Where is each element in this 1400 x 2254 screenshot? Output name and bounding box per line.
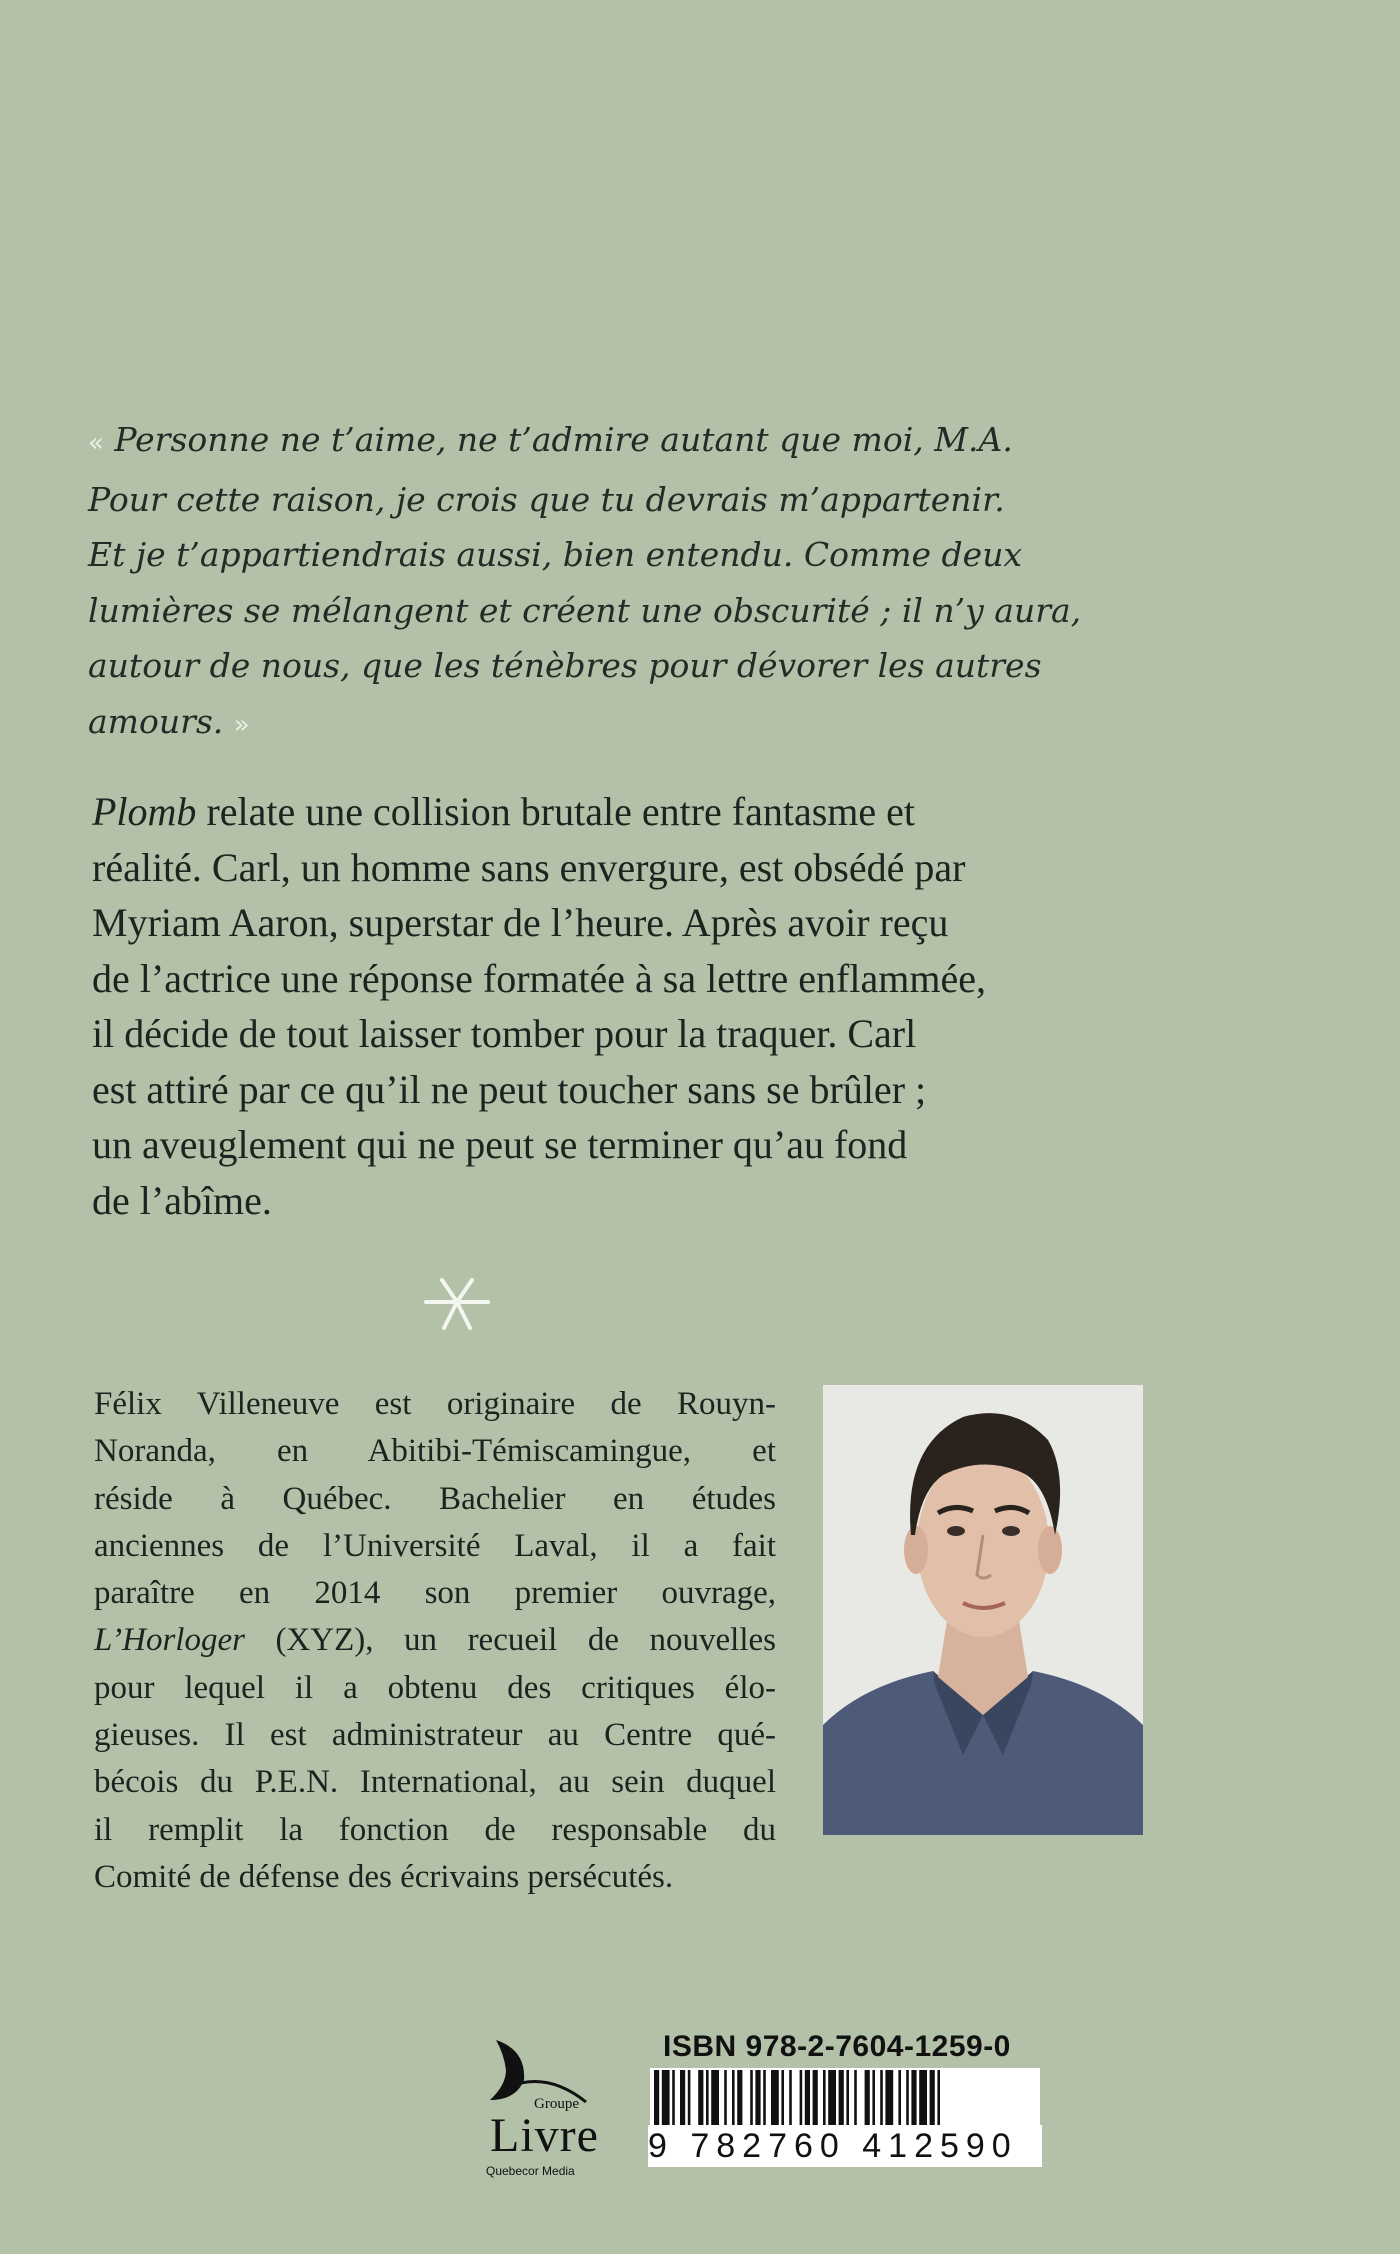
barcode-bar: [724, 2070, 727, 2126]
isbn-label: ISBN 978-2-7604-1259-0: [663, 2030, 1011, 2063]
barcode-bar: [781, 2070, 784, 2126]
summary-line: est attiré par ce qu’il ne peut toucher sans se brûler ;: [92, 1066, 927, 1112]
barcode-bar: [828, 2070, 836, 2126]
open-quote-mark: «: [88, 428, 104, 458]
barcode-bar: [930, 2070, 935, 2126]
quote-line: autour de nous, que les ténèbres pour dévorer les autres: [88, 646, 1042, 685]
barcode-bar: [750, 2070, 753, 2126]
barcode-bar: [823, 2070, 826, 2126]
quote-line: Personne ne t’aime, ne t’admire autant que moi, M.A.: [114, 420, 1013, 459]
bio-line: Noranda, en Abitibi-Témiscamingue, et: [94, 1433, 776, 1470]
barcode-bar: [865, 2070, 870, 2126]
publisher-livre-text: Livre: [490, 2109, 599, 2162]
bio-line: réside à Québec. Bachelier en études: [94, 1480, 776, 1517]
bio-line: Félix Villeneuve est originaire de Rouyn-: [94, 1386, 776, 1422]
barcode-bar: [680, 2070, 685, 2126]
book-title: Plomb: [92, 789, 197, 834]
barcode-bar: [885, 2070, 893, 2126]
publisher-logo: [466, 2030, 616, 2180]
summary-line: Myriam Aaron, superstar de l’heure. Après avoir reçu: [92, 900, 949, 945]
summary-line: de l’actrice une réponse formatée à sa lettre enflammée,: [92, 955, 986, 1001]
barcode-bar: [789, 2070, 792, 2126]
barcode-bar: [872, 2070, 875, 2126]
bio-line: anciennes de l’Université Laval, il a fait: [94, 1527, 776, 1564]
quote-line: lumières se mélangent et créent une obscurité ; il n’y aura,: [88, 590, 1082, 630]
barcode-bar: [911, 2070, 916, 2126]
barcode-bar: [711, 2070, 719, 2126]
barcode-bar: [880, 2070, 883, 2126]
summary-line: réalité. Carl, un homme sans envergure, est obsédé par: [92, 844, 966, 890]
bio-line: bécois du P.E.N. International, au sein duquel: [94, 1764, 776, 1801]
back-cover-quote: [88, 412, 1082, 753]
bio-book-title: L’Horloger: [94, 1622, 245, 1659]
barcode-bar: [662, 2070, 670, 2126]
barcode-bar: [937, 2070, 940, 2126]
barcode-bar: [813, 2070, 818, 2126]
quote-line: amours.: [88, 701, 224, 741]
barcode-bar: [805, 2070, 810, 2126]
barcode-digits: 9 782760 412590: [648, 2125, 1042, 2167]
barcode-bar: [732, 2070, 735, 2126]
barcode-bar: [706, 2070, 709, 2126]
barcode-bar: [737, 2070, 742, 2126]
barcode-bar: [688, 2070, 691, 2126]
bio-line: pour lequel il a obtenu des critiques élo-: [94, 1669, 776, 1706]
summary-line: il décide de tout laisser tomber pour la traquer. Carl: [92, 1011, 917, 1056]
barcode-bar: [898, 2070, 901, 2126]
barcode-bar: [755, 2070, 760, 2126]
quote-line: Pour cette raison, je crois que tu devrais m’appartenir.: [88, 479, 1005, 519]
bio-line: il remplit la fonction de responsable du: [94, 1811, 776, 1848]
barcode-bars: [650, 2068, 1040, 2128]
barcode-bar: [846, 2070, 849, 2126]
barcode-bar: [763, 2070, 766, 2126]
barcode-bar: [654, 2070, 659, 2126]
bio-line: paraître en 2014 son premier ouvrage,: [94, 1575, 776, 1612]
barcode-bar: [800, 2070, 803, 2126]
close-quote-mark: »: [233, 709, 250, 740]
bio-line: (XYZ), un recueil de nouvelles: [244, 1622, 776, 1659]
barcode-bar: [919, 2070, 927, 2126]
publisher-groupe-text: Groupe: [534, 2096, 579, 2112]
author-bio: [94, 1381, 776, 1901]
asterisk-ornament-icon: [422, 1274, 492, 1334]
bio-line: gieuses. Il est administrateur au Centre qué-: [94, 1717, 776, 1754]
barcode-bar: [771, 2070, 779, 2126]
barcode-bar: [672, 2070, 675, 2126]
book-summary: [92, 784, 1072, 1228]
bio-line: Comité de défense des écrivains persécutés.: [94, 1858, 674, 1895]
barcode-bar: [839, 2070, 844, 2126]
barcode-bar: [854, 2070, 857, 2126]
quote-line: Et je t’appartiendrais aussi, bien entendu. Comme deux: [88, 535, 1023, 574]
publisher-media-text: Quebecor Media: [486, 2164, 575, 2178]
barcode-bar: [698, 2070, 703, 2126]
author-photo: [823, 1385, 1143, 1835]
barcode-bar: [906, 2070, 909, 2126]
summary-line: un aveuglement qui ne peut se terminer qu’au fond: [92, 1122, 908, 1167]
summary-line: de l’abîme.: [92, 1177, 272, 1223]
summary-line: relate une collision brutale entre fantasme et: [196, 789, 916, 834]
